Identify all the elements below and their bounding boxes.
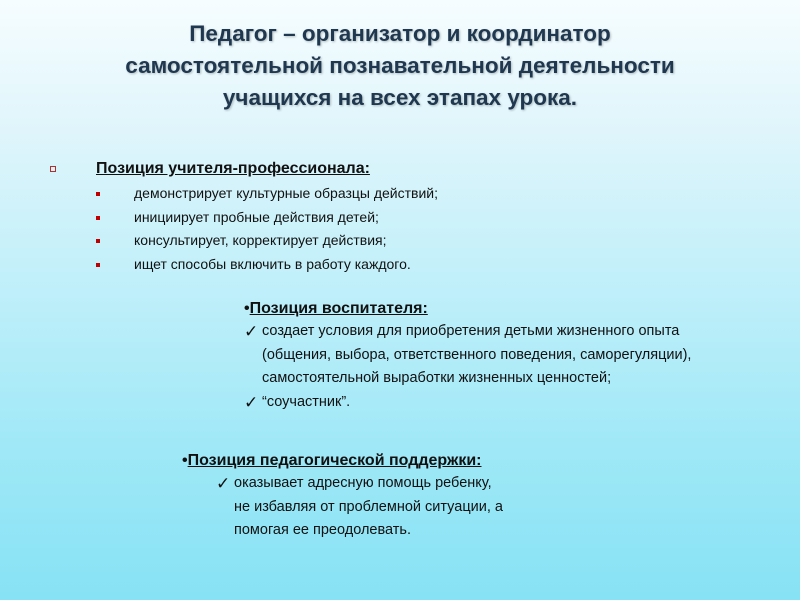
red-square-bullet-icon — [96, 239, 100, 243]
checkmark-icon: ✓ — [244, 322, 259, 341]
list-item — [44, 206, 604, 230]
section-educator — [244, 298, 794, 414]
list-item — [44, 229, 604, 253]
section-heading — [244, 298, 794, 320]
title-line-3: учащихся на всех этапах урока. — [222, 85, 578, 110]
check-item-line: помогая ее преодолевать. — [234, 522, 411, 538]
red-square-bullet-icon — [96, 216, 100, 220]
heading-text: Позиция учителя-профессионала: — [96, 160, 370, 177]
list-item-text: ищет способы включить в работу каждого. — [134, 255, 411, 272]
section-heading — [44, 158, 604, 180]
list-item-text: консультирует, корректирует действия; — [134, 232, 387, 248]
section-pedagogical-support — [182, 450, 602, 543]
hollow-square-bullet-icon — [50, 166, 56, 172]
check-item-line: “соучастник”. — [262, 393, 351, 410]
list-item-text: инициирует пробные действия детей; — [134, 208, 379, 225]
check-list-item — [244, 391, 794, 415]
check-item-line: не избавляя от проблемной ситуации, а — [234, 498, 503, 515]
section-heading — [182, 450, 602, 472]
checkmark-icon: ✓ — [244, 392, 259, 412]
title-line-1: Педагог – организатор и координатор — [189, 21, 611, 46]
check-list-item — [216, 472, 602, 543]
list-item — [44, 182, 604, 206]
check-item-line: оказывает адресную помощь ребенку, — [234, 475, 492, 491]
dot-bullet-icon: • — [244, 300, 250, 317]
red-square-bullet-icon — [96, 192, 100, 196]
list-item — [44, 253, 604, 277]
check-item-line: (общения, выбора, ответственного поведения, саморегуляции), — [262, 346, 692, 363]
title-line-2: самостоятельной познавательной деятельности — [125, 53, 675, 78]
check-list-item — [244, 320, 794, 391]
check-item-line: создает условия для приобретения детьми жизненного опыта — [262, 323, 680, 339]
check-item-line: самостоятельной выработки жизненных ценностей; — [262, 370, 612, 386]
slide-title — [20, 18, 780, 114]
list-item-text: демонстрирует культурные образцы действий; — [134, 185, 438, 201]
heading-text: Позиция воспитателя: — [249, 300, 428, 317]
red-square-bullet-icon — [96, 263, 100, 267]
dot-bullet-icon: • — [182, 452, 188, 469]
checkmark-icon: ✓ — [216, 474, 231, 493]
section-professional-teacher — [44, 158, 604, 276]
bullet-list — [44, 182, 604, 276]
heading-text: Позиция педагогической поддержки: — [187, 452, 482, 469]
